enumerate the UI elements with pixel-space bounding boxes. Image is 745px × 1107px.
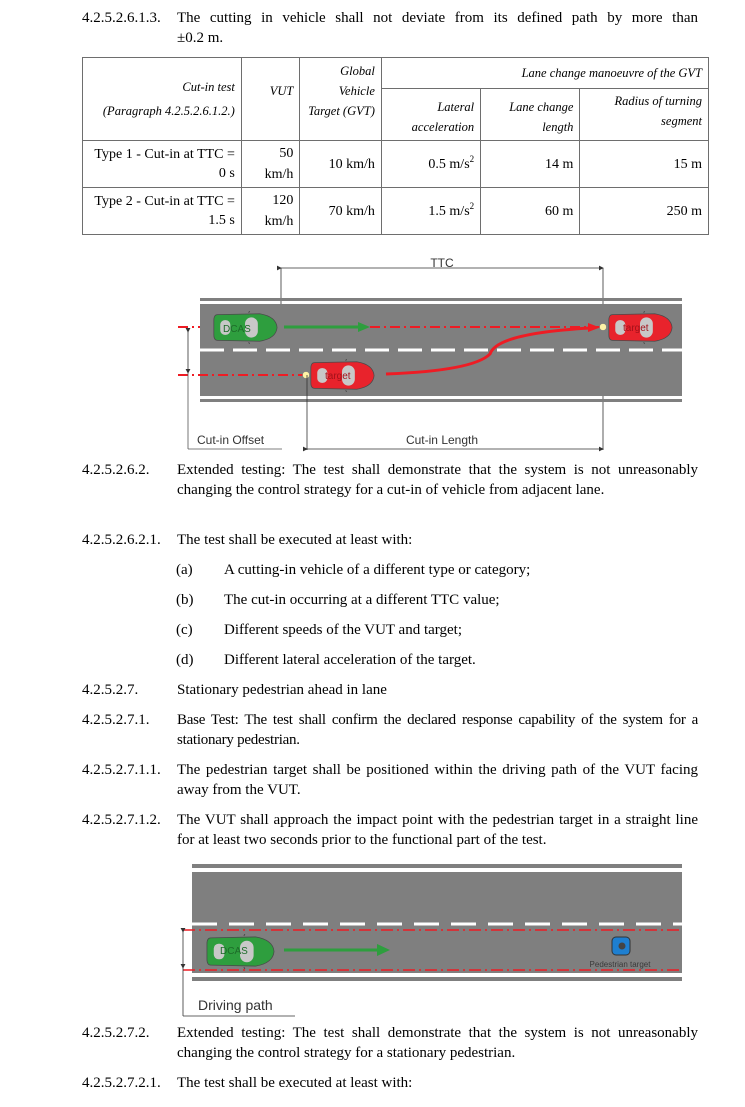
paragraph-4-2-5-2-7-2-1 — [82, 1073, 698, 1093]
table-row — [83, 188, 709, 235]
paragraph-4-2-5-2-7-1-1 — [82, 760, 698, 800]
pedestrian-target-label: Pedestrian target — [589, 960, 651, 969]
cell-type: Type 1 - Cut-in at TTC = 0 s — [83, 141, 242, 188]
paragraph-number: 4.2.5.2.6.2.1. — [82, 532, 161, 548]
cell-lateral-acc — [381, 141, 480, 188]
paragraph-4-2-5-2-7-1-2 — [82, 810, 698, 850]
cutin-test-table — [82, 57, 709, 235]
vut-car-label: DCAS — [223, 324, 251, 335]
lateral-acc-exponent: 2 — [469, 200, 475, 211]
target-car-start-label: target — [325, 371, 351, 382]
paragraph-text: Base Test: The test shall confirm the declared response capability of the system for a stationary pedestrian. — [177, 712, 698, 748]
vut-car-label: DCAS — [220, 946, 248, 957]
table-row — [83, 141, 709, 188]
target-start-marker — [303, 372, 310, 379]
cutin-figure — [0, 250, 745, 455]
cutin-length-label: Cut-in Length — [405, 433, 479, 447]
cell-radius: 250 m — [580, 188, 709, 235]
paragraph-number: 4.2.5.2.7. — [82, 682, 139, 698]
cell-vut: 120 km/h — [241, 188, 300, 235]
list-text: Different lateral acceleration of the target. — [224, 652, 476, 668]
pedestrian-figure — [0, 855, 745, 1020]
paragraph-4-2-5-2-7 — [82, 680, 698, 700]
paragraph-text: Extended testing: The test shall demonstrate that the system is not unreasonably changing the control strategy for a stationary pedestrian. — [177, 1025, 698, 1061]
cell-lateral-acc — [381, 188, 480, 235]
header-vut: VUT — [241, 58, 300, 141]
paragraph-number: 4.2.5.2.7.2.1. — [82, 1075, 161, 1091]
list-text: Different speeds of the VUT and target; — [224, 622, 462, 638]
paragraph-number: 4.2.5.2.7.1.1. — [82, 762, 161, 778]
lateral-acc-value: 1.5 m/s — [428, 203, 470, 219]
cell-length: 60 m — [481, 188, 580, 235]
road-edge-top — [200, 298, 682, 301]
paragraph-text-line2: ±0.2 m. — [177, 30, 224, 46]
paragraph-4-2-5-2-7-1 — [82, 710, 698, 750]
paragraph-4-2-5-2-7-2 — [82, 1023, 698, 1063]
header-cutin-test — [83, 58, 242, 141]
header-lateral-acceleration: Lateral acceleration — [381, 89, 480, 141]
cell-type: Type 2 - Cut-in at TTC = 1.5 s — [83, 188, 242, 235]
cell-radius: 15 m — [580, 141, 709, 188]
paragraph-text: The pedestrian target shall be positioned within the driving path of the VUT facing away from the VUT. — [177, 762, 698, 798]
list-text: The cut-in occurring at a different TTC value; — [224, 592, 500, 608]
paragraph-4-2-5-2-6-1-3 — [82, 8, 698, 48]
paragraph-number: 4.2.5.2.6.1.3. — [82, 10, 161, 26]
list-label: (b) — [176, 592, 194, 608]
paragraph-number: 4.2.5.2.7.2. — [82, 1025, 150, 1041]
paragraph-text: Extended testing: The test shall demonstrate that the system is not unreasonably changing the control strategy for a cut-in of vehicle from adjacent lane. — [177, 462, 698, 498]
cutin-offset-label: Cut-in Offset — [197, 433, 265, 447]
lateral-acc-value: 0.5 m/s — [428, 156, 470, 172]
cell-vut: 50 km/h — [241, 141, 300, 188]
paragraph-text-line1: The cutting in vehicle shall not deviate from its defined path by more than — [177, 10, 698, 26]
header-radius: Radius of turning segment — [580, 89, 709, 141]
road-edge-top — [192, 864, 682, 868]
paragraph-text: The test shall be executed at least with: — [177, 1075, 413, 1091]
header-lane-change-length: Lane change length — [481, 89, 580, 141]
target-car-end-label: target — [623, 323, 649, 334]
header-lane-change-group: Lane change manoeuvre of the GVT — [381, 58, 708, 89]
paragraph-number: 4.2.5.2.7.1.2. — [82, 812, 161, 828]
driving-path-label: Driving path — [198, 997, 273, 1013]
header-cutin-test-label: Cut-in test — [182, 80, 235, 94]
paragraph-4-2-5-2-6-2 — [82, 460, 698, 500]
road-edge-bottom — [192, 977, 682, 981]
list-label: (a) — [176, 562, 193, 578]
pedestrian-head-icon — [619, 943, 626, 950]
paragraph-text: The VUT shall approach the impact point with the pedestrian target in a straight line for at least two seconds prior to the functional part of the test. — [177, 812, 698, 848]
list-label: (d) — [176, 652, 194, 668]
list-label: (c) — [176, 622, 193, 638]
lateral-acc-exponent: 2 — [469, 153, 475, 164]
paragraph-text: The test shall be executed at least with: — [177, 532, 413, 548]
paragraph-heading: Stationary pedestrian ahead in lane — [177, 682, 387, 698]
paragraph-number: 4.2.5.2.6.2. — [82, 462, 150, 478]
header-paragraph-ref: (Paragraph 4.2.5.2.6.1.2.) — [102, 104, 235, 118]
ttc-label: TTC — [430, 256, 454, 270]
paragraph-number: 4.2.5.2.7.1. — [82, 712, 150, 728]
cell-length: 14 m — [481, 141, 580, 188]
header-gvt: Global Vehicle Target (GVT) — [300, 58, 382, 141]
cell-gvt: 70 km/h — [300, 188, 382, 235]
list-text: A cutting-in vehicle of a different type or category; — [224, 562, 531, 578]
paragraph-4-2-5-2-6-2-1 — [82, 530, 698, 550]
cell-gvt: 10 km/h — [300, 141, 382, 188]
target-end-marker — [600, 324, 607, 331]
road-edge-bottom — [200, 399, 682, 402]
